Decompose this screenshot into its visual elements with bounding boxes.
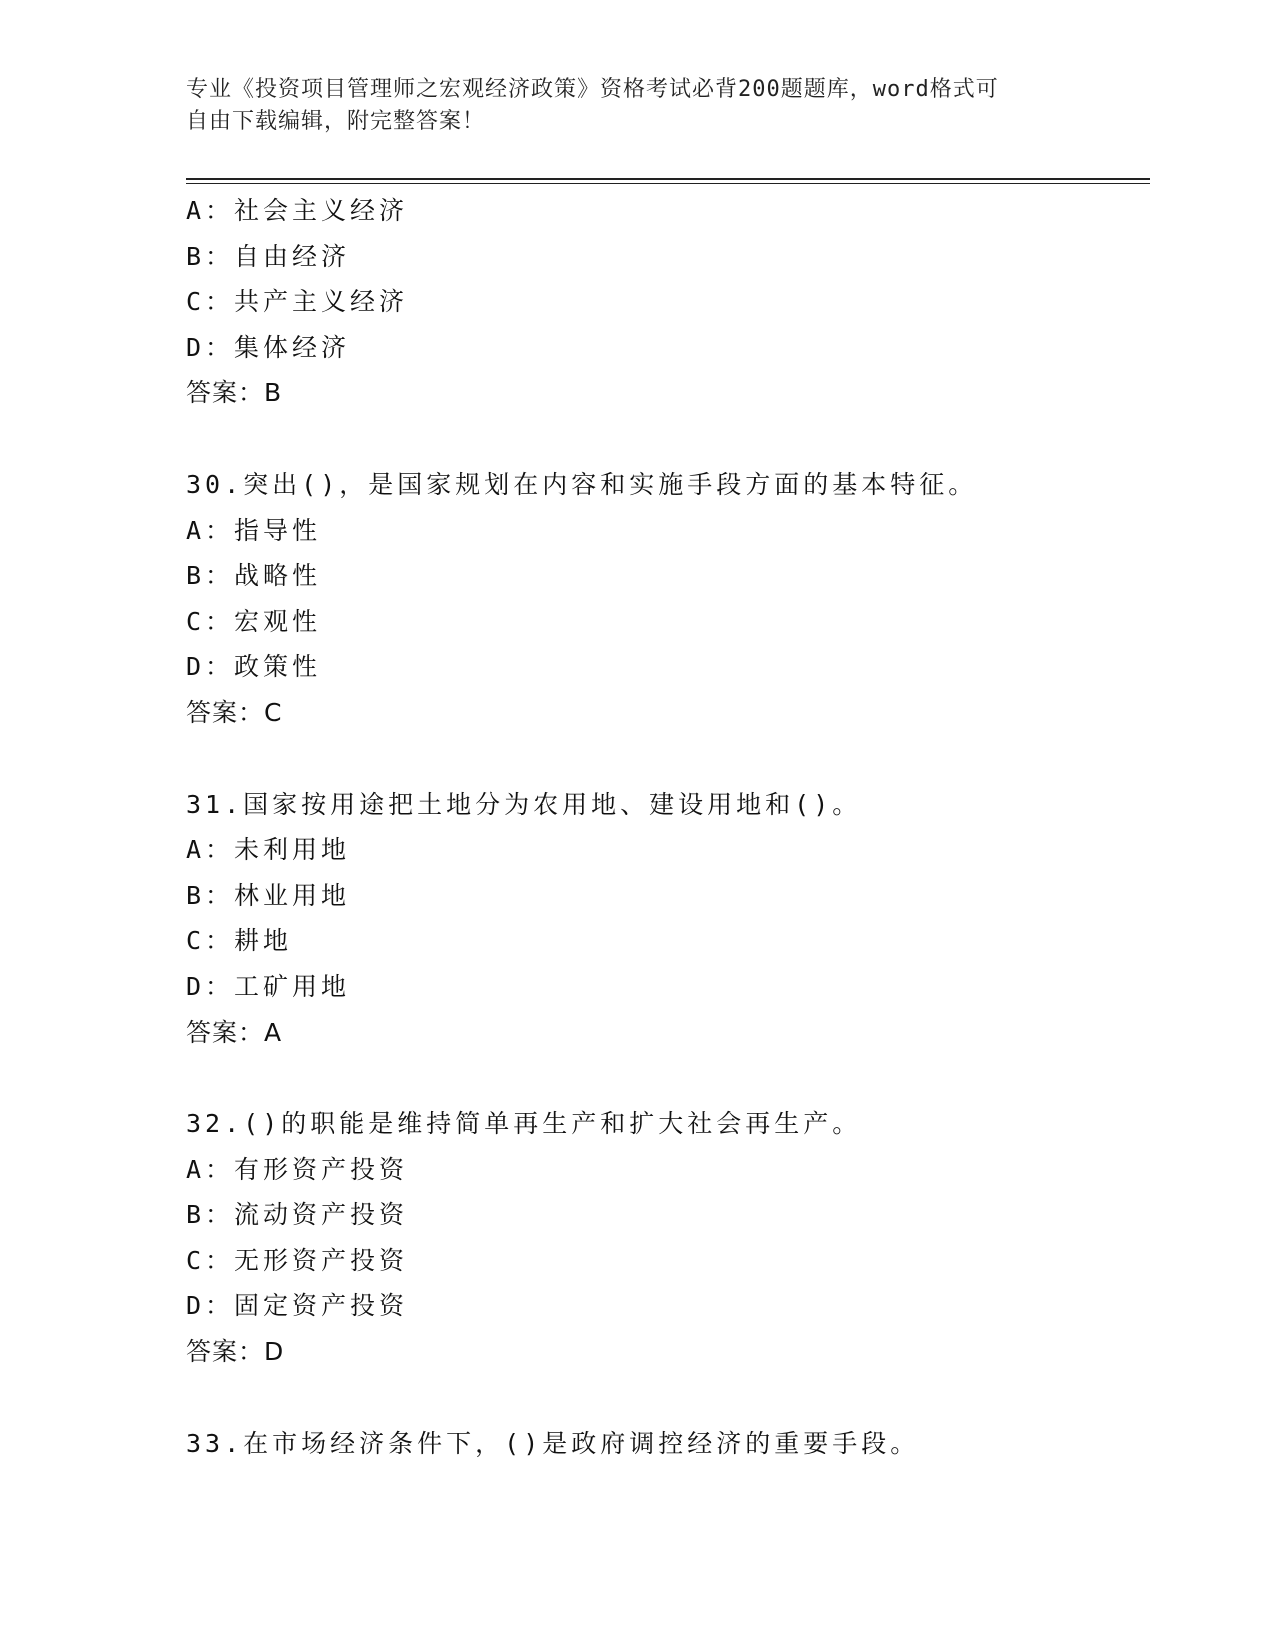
option-c: C：宏观性 bbox=[186, 606, 322, 636]
question-block-29 bbox=[186, 188, 1146, 416]
header-rule-thick bbox=[186, 178, 1150, 180]
question-block-33 bbox=[186, 1421, 1146, 1467]
question-list bbox=[186, 188, 1146, 1466]
option-c: C：无形资产投资 bbox=[186, 1245, 409, 1275]
option-a: A：有形资产投资 bbox=[186, 1154, 409, 1184]
option-a: A：社会主义经济 bbox=[186, 196, 409, 225]
option-b: B：林业用地 bbox=[186, 880, 351, 910]
document-header bbox=[186, 74, 1086, 138]
question-block-30 bbox=[186, 462, 1146, 736]
spacer bbox=[186, 1375, 1146, 1421]
option-b: B：自由经济 bbox=[186, 241, 351, 271]
answer-line: 答案：D bbox=[186, 1337, 285, 1367]
option-b: B：战略性 bbox=[186, 561, 322, 591]
option-d: D：集体经济 bbox=[186, 332, 351, 362]
option-d: D：政策性 bbox=[186, 652, 322, 682]
spacer bbox=[186, 736, 1146, 782]
question-text: 33.在市场经济条件下，()是政府调控经济的重要手段。 bbox=[186, 1428, 920, 1458]
option-a: A：未利用地 bbox=[186, 835, 351, 865]
question-text: 31.国家按用途把土地分为农用地、建设用地和()。 bbox=[186, 789, 862, 819]
question-block-32 bbox=[186, 1101, 1146, 1375]
answer-line: 答案：A bbox=[186, 1017, 283, 1047]
question-text: 32.()的职能是维持简单再生产和扩大社会再生产。 bbox=[186, 1109, 862, 1139]
question-block-31 bbox=[186, 782, 1146, 1056]
option-d: D：固定资产投资 bbox=[186, 1291, 409, 1321]
header-title-line-1: 专业《投资项目管理师之宏观经济政策》资格考试必背200题题库，word格式可 bbox=[186, 77, 999, 102]
spacer bbox=[186, 416, 1146, 462]
header-rule-thin bbox=[186, 183, 1150, 184]
option-a: A：指导性 bbox=[186, 515, 322, 545]
option-d: D：工矿用地 bbox=[186, 971, 351, 1001]
answer-line: 答案：B bbox=[186, 378, 283, 408]
answer-line: 答案：C bbox=[186, 697, 283, 727]
question-text: 30.突出()，是国家规划在内容和实施手段方面的基本特征。 bbox=[186, 469, 978, 499]
option-c: C：耕地 bbox=[186, 926, 293, 956]
header-title-line-2: 自由下载编辑，附完整答案！ bbox=[186, 109, 486, 134]
option-b: B：流动资产投资 bbox=[186, 1200, 409, 1230]
option-c: C：共产主义经济 bbox=[186, 287, 409, 317]
spacer bbox=[186, 1055, 1146, 1101]
